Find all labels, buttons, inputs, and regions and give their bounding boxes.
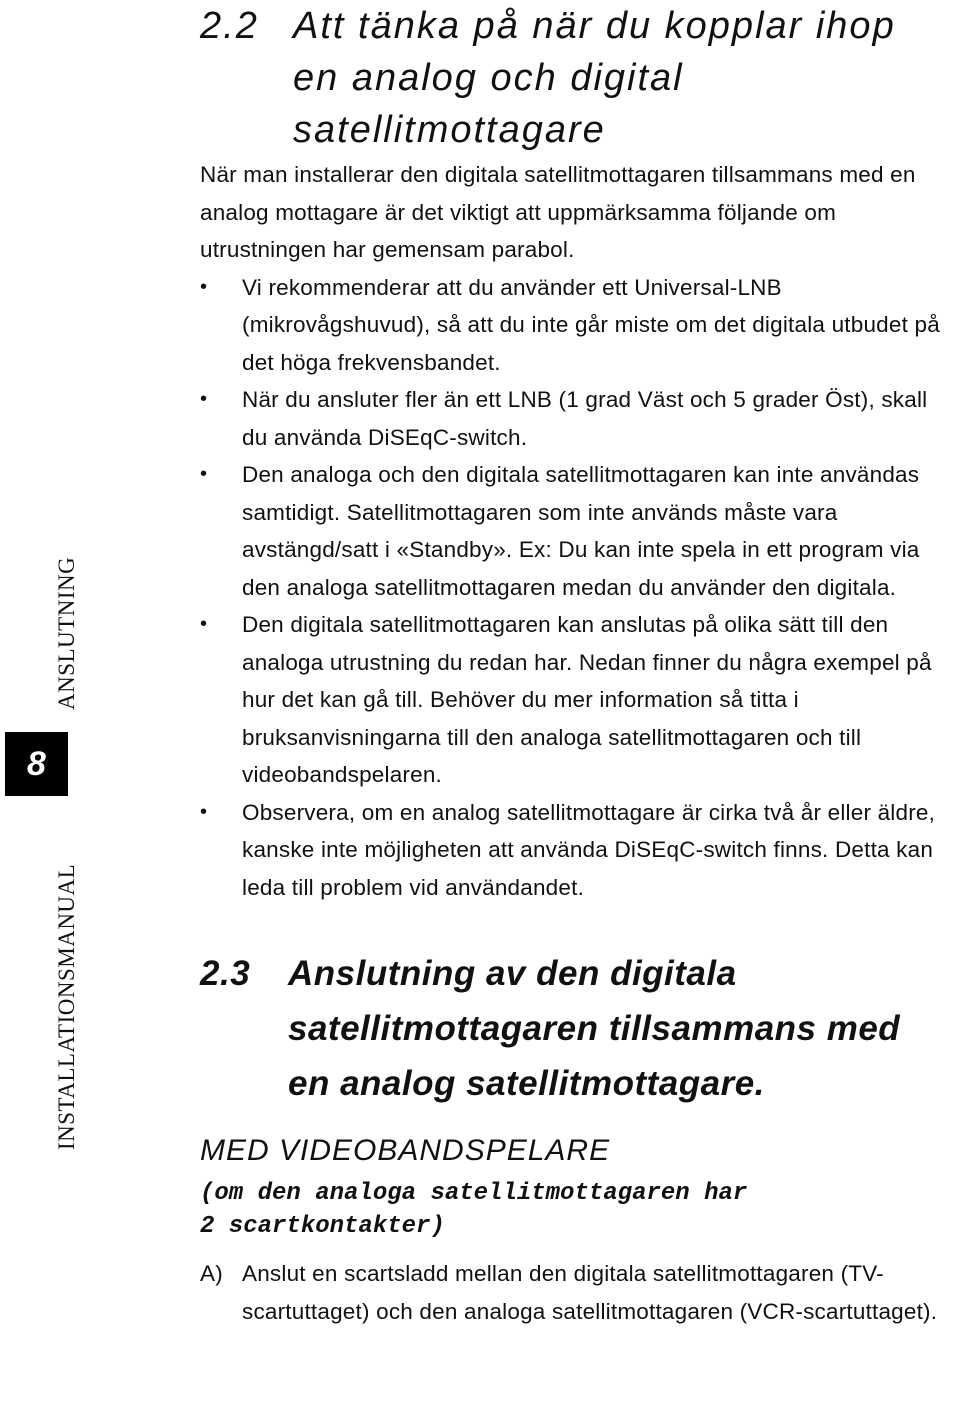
list-item: • Den analoga och den digitala satellitmottagaren kan inte användas samtidigt. Satellitmottagaren som inte används måste vara avstängd/satt i «Standby». Ex: Du kan inte spela in ett program via den analoga satellitmottagaren medan du använder den digitala. xyxy=(200,456,950,606)
subheading: MED VIDEOBANDSPELARE xyxy=(200,1134,611,1167)
section-number: 2.3 xyxy=(200,954,251,993)
step-list xyxy=(200,1255,950,1330)
list-item: • När du ansluter fler än ett LNB (1 grad Väst och 5 grader Öst), skall du använda DiSEqC-switch. xyxy=(200,381,950,456)
section-title: Anslutning av den digitala satellitmottagaren tillsammans med en analog satellitmottagare. xyxy=(288,954,901,1103)
chapter-number-badge: 8 xyxy=(5,732,68,796)
list-item: • Observera, om en analog satellitmottagare är cirka två år eller äldre, kanske inte möjligheten att använda DiSEqC-switch finns. Detta kan leda till problem vid användandet. xyxy=(200,794,950,907)
intro-paragraph: När man installerar den digitala satellitmottagaren tillsammans med en analog mottagare är det viktigt att uppmärksamma följande om utrustningen har gemensam parabol. xyxy=(200,162,916,262)
sidebar-section-label xyxy=(10,510,110,730)
subnote-line: 2 scartkontakter) xyxy=(200,1213,445,1240)
subnote-line: (om den analoga satellitmottagaren har xyxy=(200,1180,748,1207)
section-title: Att tänka på när du kopplar ihop en analog och digital satellitmottagare xyxy=(293,5,896,151)
section-title-vertical: ANSLUTNING xyxy=(54,556,79,710)
subnote xyxy=(200,1177,950,1243)
step-marker: A) xyxy=(200,1261,223,1286)
page-content xyxy=(200,0,950,1330)
step-text: Anslut en scartsladd mellan den digitala satellitmottagaren (TV-scartuttaget) och den analoga satellitmottagaren (VCR-scartuttaget). xyxy=(242,1261,938,1324)
manual-title-vertical: INSTALLATIONSMANUAL xyxy=(54,863,79,1150)
list-item: • Vi rekommenderar att du använder ett Universal-LNB (mikrovågshuvud), så att du inte går miste om det digitala utbudet på det höga frekvensbandet. xyxy=(200,269,950,382)
step-item xyxy=(200,1255,950,1330)
bullet-list xyxy=(200,269,950,907)
sidebar-manual-label xyxy=(10,800,110,1160)
section-number: 2.2 xyxy=(200,5,259,47)
section-2-3-heading xyxy=(200,946,950,1111)
section-2-2-heading xyxy=(200,0,950,156)
list-item: • Den digitala satellitmottagaren kan anslutas på olika sätt till den analoga utrustning du redan har. Nedan finner du några exempel på hur det kan gå till. Behöver du mer information så titta i bruksanvisningarna till den analoga satellitmottagaren och till videobandspelaren. xyxy=(200,606,950,794)
